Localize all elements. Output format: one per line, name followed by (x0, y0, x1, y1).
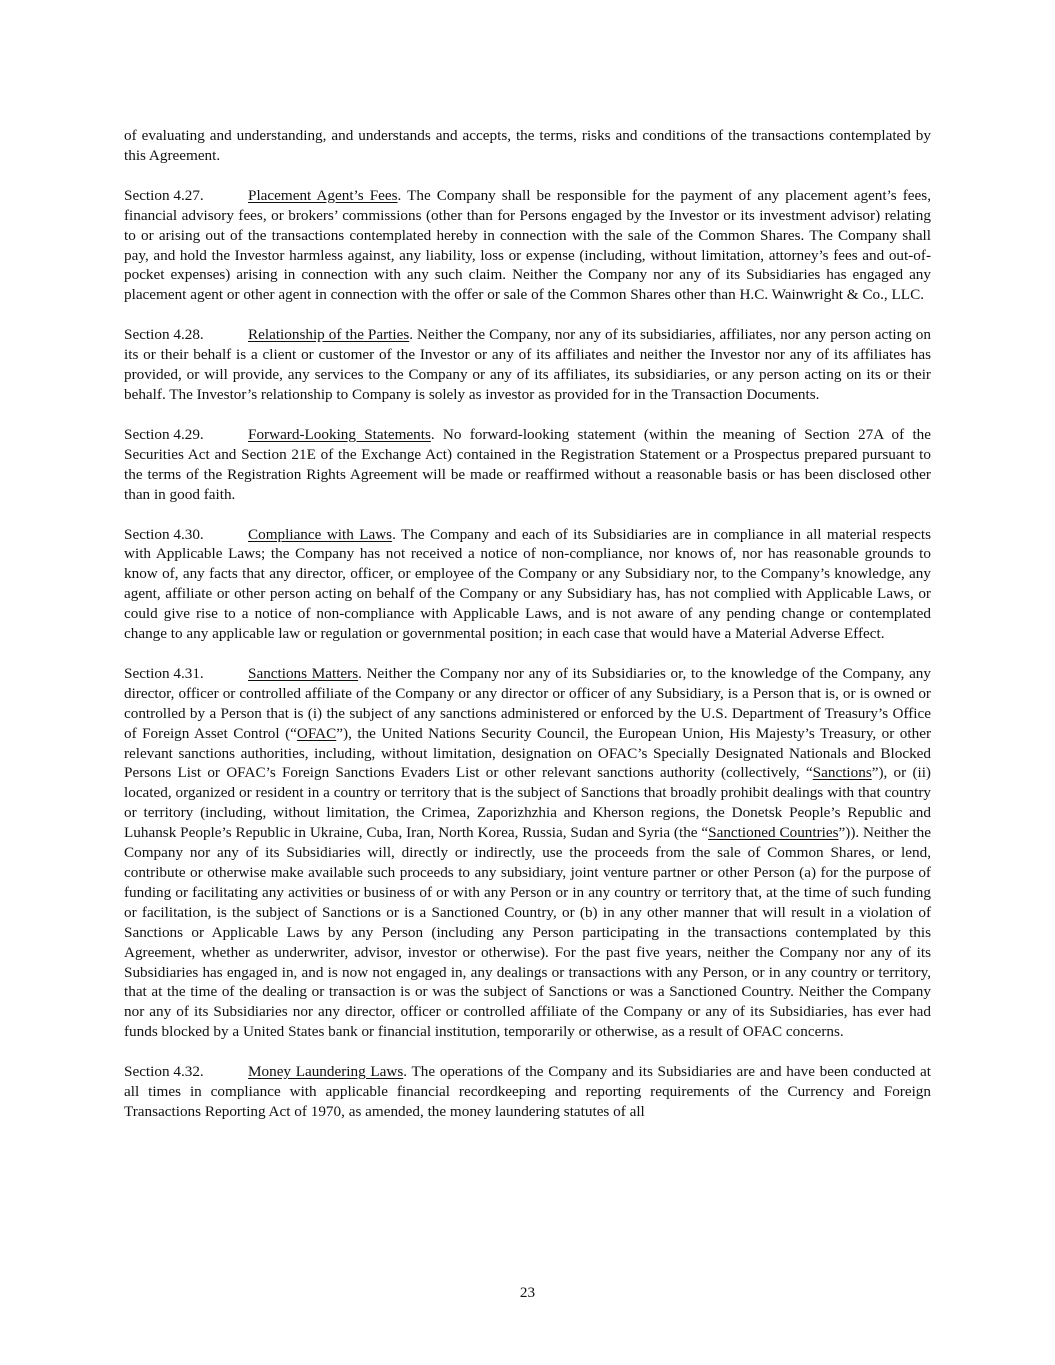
section-heading: Money Laundering Laws (248, 1063, 404, 1081)
section-4-28 (124, 325, 931, 405)
section-body: . The operations of the Company and its Subsidiaries are and have been conducted at all times in compliance with applicable financial recordkeeping and reporting requirements of the Currency and Foreign Transactions Reporting Act of 1970, as amended, the money laundering statutes of all (124, 1063, 931, 1120)
section-4-29 (124, 425, 931, 505)
section-body: . Neither the Company, nor any of its subsidiaries, affiliates, nor any person acting on its or their behalf is a client or customer of the Investor or any of its affiliates and neither the Investor nor any of its affiliates has provided, or will provide, any services to the Company or any of its affiliates, its subsidiaries, or any person acting on its or their behalf. The Investor’s relationship to Company is solely as investor as provided for in the Transaction Documents. (124, 326, 931, 403)
intro-paragraph: of evaluating and understanding, and understands and accepts, the terms, risks and conditions of the transactions contemplated by this Agreement. (124, 127, 931, 164)
section-number: Section 4.27. (124, 186, 204, 204)
defined-term-ofac: OFAC (296, 724, 337, 742)
section-heading: Compliance with Laws (248, 525, 393, 543)
section-4-31 (124, 664, 931, 1042)
section-heading: Relationship of the Parties (248, 326, 410, 344)
section-body: . The Company shall be responsible for the payment of any placement agent’s fees, financial advisory fees, or brokers’ commissions (other than for Persons engaged by the Investor or its investment advisor) relating to or arising out of the transactions contemplated hereby in connection with the sale of the Common Shares. The Company shall pay, and hold the Investor harmless against, any liability, loss or expense (including, without limitation, attorney’s fees and out-of-pocket expenses) arising in connection with any such claim. Neither the Company nor any of its Subsidiaries has engaged any placement agent or other agent in connection with the offer or sale of the Common Shares other than H.C. Wainwright & Co., LLC. (124, 186, 931, 304)
section-body: ”)). Neither the Company nor any of its Subsidiaries will, directly or indirectly, use the proceeds from the sale of Common Shares, or lend, contribute or otherwise make available such proceeds to any subsidiary, joint venture partner or other Person (a) for the purpose of funding or facilitating any activities or business of or with any Person or in any country or territory that, at the time of such funding or facilitation, is the subject of Sanctions or is a Sanctioned Country, or (b) in any other manner that will result in a violation of Sanctions or Applicable Laws by any Person (including any Person participating in the transactions contemplated by this Agreement, whether as underwriter, advisor, investor or otherwise). For the past five years, neither the Company nor any of its Subsidiaries has engaged in, and is now not engaged in, any dealings or transactions with any Person, or in any country or territory, that at the time of the dealing or transaction is or was the subject of Sanctions or was a Sanctioned Country. Neither the Company nor any of its Subsidiaries nor any director, officer or controlled affiliate of the Company or any of its Subsidiaries, has ever had funds blocked by a United States bank or financial institution, temporarily or otherwise, as a result of OFAC concerns. (124, 824, 932, 1041)
section-heading: Forward-Looking Statements (248, 425, 431, 443)
section-number: Section 4.29. (124, 425, 204, 443)
section-number: Section 4.32. (124, 1063, 204, 1081)
section-4-30 (124, 525, 931, 644)
section-number: Section 4.30. (124, 525, 204, 543)
section-heading: Sanctions Matters (248, 664, 359, 682)
section-number: Section 4.28. (124, 326, 204, 344)
section-body: . Neither the Company nor any of its Subsidiaries or, to the knowledge of the Company, any director, officer or controlled affiliate of the Company or any director or officer of any Subsidiary, is a Person that is, or is owned or controlled by a Person that is (i) the subject of any sanctions administered or enforced by the U.S. Department of Treasury’s Office of Foreign Asset Control (“ (124, 664, 931, 742)
section-body: . No forward-looking statement (within the meaning of Section 27A of the Securities Act and Section 21E of the Exchange Act) contained in the Registration Statement or a Prospectus prepared pursuant to the terms of the Registration Rights Agreement will be made or reaffirmed without a reasonable basis or has been disclosed other than in good faith. (124, 425, 931, 503)
defined-term-sanctioned-countries: Sanctioned Countries (708, 824, 839, 842)
section-body: ”), or (ii) located, organized or resident in a country or territory that is the subject of Sanctions that broadly prohibit dealings with that country or territory (including, without limitation, the Crimea, Zaporizhzhia and Kherson regions, the Donetsk People’s Republic and Luhansk People’s Republic in Ukraine, Cuba, Iran, North Korea, Russia, Sudan and Syria (the “ (124, 764, 931, 842)
section-4-32 (124, 1062, 931, 1122)
section-body: . The Company and each of its Subsidiaries are in compliance in all material respects with Applicable Laws; the Company has not received a notice of non-compliance, nor knows of, nor has reasonable grounds to know of, any facts that any director, officer, or employee of the Company or any Subsidiary nor, to the Company’s knowledge, any agent, affiliate or other person acting on behalf of the Company or any Subsidiary has, has not complied with Applicable Laws, or could give rise to a notice of non-compliance with Applicable Laws, and is not aware of any pending change or contemplated change to any applicable law or regulation or governmental position; in each case that would have a Material Adverse Effect. (124, 525, 931, 643)
section-number: Section 4.31. (124, 664, 204, 682)
section-body: ”), the United Nations Security Council, the European Union, His Majesty’s Treasury, or other relevant sanctions authorities, including, without limitation, designation on OFAC’s Specially Designated Nationals and Blocked Persons List or OFAC’s Foreign Sanctions Evaders List or other relevant sanctions authority (collectively, “ (124, 724, 932, 782)
section-heading: Placement Agent’s Fees (248, 186, 398, 204)
defined-term-sanctions: Sanctions (812, 764, 872, 782)
page-number: 23 (519, 1284, 536, 1301)
section-4-27 (124, 186, 931, 305)
document-page (124, 126, 931, 1142)
